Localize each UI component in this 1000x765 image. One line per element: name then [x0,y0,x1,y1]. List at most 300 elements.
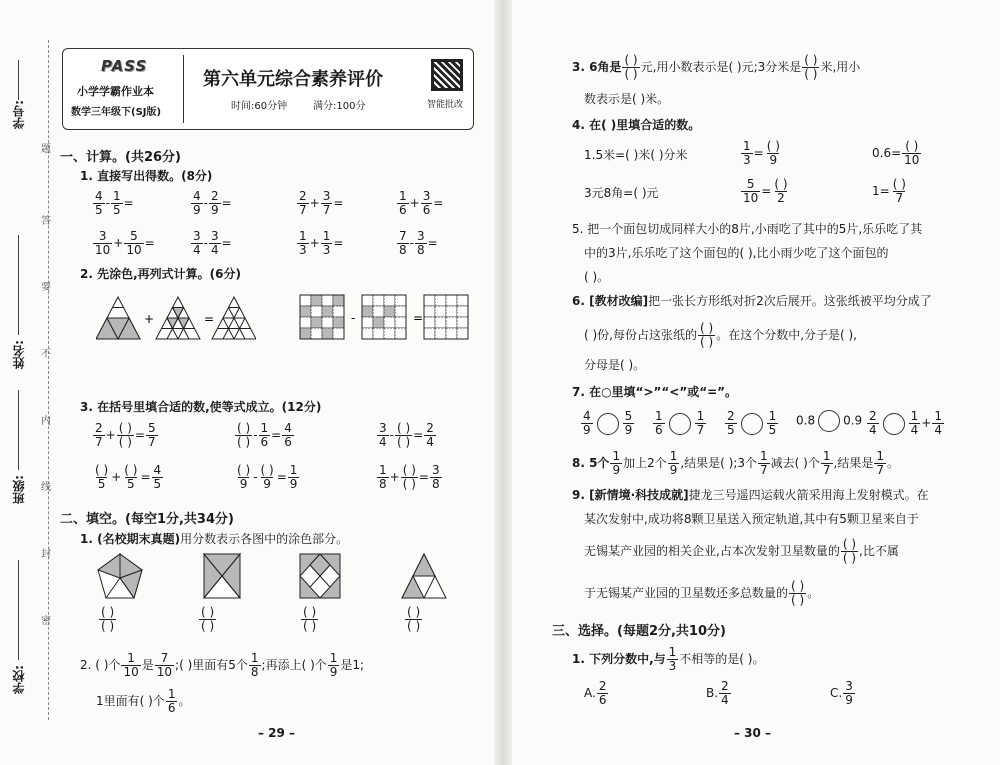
seal-char: 要 [41,282,51,293]
text: ,结果是( );3个 [680,456,758,470]
fraction-blank[interactable] [117,422,134,449]
fraction [321,190,333,217]
fill-item [92,464,164,491]
grid-cell [300,295,311,306]
text: 于无锡某产业园的卫星数还多总数量的 [584,586,789,600]
fraction-blank[interactable] [772,178,789,205]
grid-cell [322,295,333,306]
equals-sign: = [413,311,424,325]
fraction-blank[interactable] [301,606,318,633]
answer-blank[interactable] [198,606,217,633]
numerator: 1 [760,449,768,463]
text: ; [261,658,266,672]
grid-cell [333,317,344,328]
triangle-figure [402,554,446,598]
compare-item [580,410,635,437]
q4-c [872,140,922,167]
numerator: ( ) [766,139,780,153]
fraction [209,190,221,217]
denominator: 9 [263,477,271,491]
denominator: 9 [669,463,678,477]
denominator: 10 [904,153,920,167]
fraction [909,410,921,437]
numerator: 1 [612,449,621,463]
grid-cell [362,295,373,306]
denominator: ( ) [624,67,638,81]
fraction-blank[interactable] [235,464,252,491]
choice-option[interactable] [584,680,609,707]
compare-circle[interactable] [669,413,691,435]
equals-sign: = [221,196,232,210]
calc-item [190,230,232,257]
numerator: 1 [127,651,135,665]
square-x-figure [204,554,240,598]
denominator: 5 [153,477,162,491]
calc-item [296,190,343,217]
denominator: 4 [934,423,942,437]
numerator: 5 [746,177,755,191]
equals-sign: = [333,236,344,250]
grade-label: 数学三年级下(SJ版) [71,107,162,118]
numerator: 2 [869,409,877,423]
answer-blank[interactable] [404,606,423,633]
seal-char: 答 [41,216,51,227]
numerator: 5 [130,229,138,243]
page-title: 第六单元综合素养评价 [203,69,383,90]
denominator: 9 [624,423,633,437]
q5-line3: ( )。 [584,270,610,284]
grid-cell [435,306,446,317]
numerator: ( ) [260,463,274,477]
compare-circle[interactable] [883,413,905,435]
fill-item [234,422,295,449]
compare-item [796,410,862,432]
operator: + [309,236,320,250]
fraction [328,652,340,679]
grid-cell [395,317,406,328]
numerator: 2 [299,189,307,203]
option-letter: B. [706,686,719,700]
denominator: 5 [727,423,735,437]
numerator: 1 [260,421,269,435]
calc-item [396,230,438,257]
text: 1里面有( )个 [96,694,165,708]
equals-sign: = [221,236,232,250]
compare-circle[interactable] [818,410,840,432]
fraction [821,450,833,477]
denominator: ( ) [201,619,215,633]
denominator: 7 [876,463,884,477]
grid-cell [373,306,384,317]
compare-item [724,410,779,437]
q4-a: 1.5米=( )米( )分米 [584,148,688,162]
text: 3. 6角是 [572,60,622,74]
fraction [249,652,261,679]
question-text: 用分数表示各图中的涂色部分。 [180,532,349,546]
text: 8. 5个 [572,456,610,470]
plus-sign: + [144,312,155,326]
p2-q4: 4. 在( )里填合适的数。 [572,118,701,132]
numerator: 3 [210,229,219,243]
equals-sign: = [204,312,215,326]
numerator: 1 [768,409,777,423]
grid-cell [322,328,333,339]
denominator: 7 [760,463,768,477]
numerator: 4 [193,189,201,203]
seal-char: 封 [41,549,51,560]
operator: - [105,196,110,210]
denominator: ( ) [303,619,317,633]
denominator: 10 [123,665,139,679]
numerator: 1 [379,463,387,477]
denominator: 6 [167,701,176,715]
equals-sign: = [123,196,134,210]
grid-cell [457,317,468,328]
equals-sign: = [140,470,151,484]
fraction [843,680,855,707]
grid-cell [362,328,373,339]
numerator: 4 [95,189,103,203]
operator: - [203,196,208,210]
operator: + [309,196,320,210]
tag-label: (名校期末真题) [97,532,181,546]
grid-cell [446,295,457,306]
numerator: 4 [153,463,162,477]
denominator: 8 [250,665,259,679]
pass-logo: PASS [101,57,148,75]
denominator: 9 [612,463,621,477]
q6-line2 [584,322,857,349]
underline [18,390,19,470]
fraction [653,410,665,437]
fraction [610,450,622,477]
text: 无锡某产业园的相关企业,占本次发射卫星数量的 [584,544,840,558]
fraction-blank[interactable] [395,422,412,449]
numerator: ( ) [118,421,132,435]
s2-q2 [80,652,364,679]
text: ,比不属 [859,544,899,558]
denominator: 5 [97,477,106,491]
fraction-blank[interactable] [93,464,110,491]
equals-sign: = [276,470,287,484]
grid-cell [395,306,406,317]
fraction [430,464,442,491]
text: ;( )里面有5个 [175,658,248,672]
compare-circle[interactable] [597,413,619,435]
text: 加上2个 [623,456,667,470]
equals-sign: = [144,236,155,250]
q4-b: $\frac{1}{3}$ = $\frac{( )}{9}$ [743,139,780,167]
denominator: 8 [416,243,425,257]
grid-cell [435,295,446,306]
q4-e: $\frac{5}{10}$ = $\frac{( )}{2}$ [743,177,788,205]
fraction [581,410,593,437]
s1-q1: 1. 直接写出得数。(8分) [80,169,213,183]
fraction [121,652,140,679]
text: 。 [886,456,899,470]
choice-option[interactable] [706,680,732,707]
grid-cell [446,328,457,339]
fraction-blank[interactable] [199,606,216,633]
s1-q2: 2. 先涂色,再列式计算。(6分) [80,267,241,281]
grid-cell [311,306,322,317]
compare-item [652,410,707,437]
numerator: 2 [95,421,103,435]
q9-line1 [572,486,929,504]
grid-cell [395,295,406,306]
value: 0.8 [796,413,816,428]
choice-option[interactable] [830,680,856,707]
numerator: 1 [696,409,705,423]
fraction-blank[interactable] [401,464,418,491]
fraction [767,410,779,437]
denominator: 9 [239,477,248,491]
q7-title: 7. 在○里填“>”“<”或“=”。 [572,385,738,399]
fraction [282,422,294,449]
fraction-blank[interactable] [891,178,908,205]
denominator: 10 [743,191,759,205]
grid-cell [384,328,395,339]
numerator: ( ) [124,463,138,477]
grid-cell [362,306,373,317]
numerator: 3 [193,229,201,243]
fraction-blank[interactable] [122,464,139,491]
text: 2. ( )个 [80,658,121,672]
fraction [695,410,707,437]
numerator: ( ) [905,139,919,153]
text: 是1; [340,658,365,672]
denominator: ( ) [700,335,714,349]
s1-q3: 3. 在括号里填合适的数,使等式成立。(12分) [80,400,322,414]
denominator: 8 [431,477,440,491]
fraction-blank[interactable] [698,322,715,349]
grid-cell [384,295,395,306]
s3-q1 [572,646,764,673]
plus-sign: + [105,428,116,442]
fraction-blank[interactable] [902,140,921,167]
fraction [297,230,309,257]
square-3 [424,295,468,339]
page-number-left: – 29 – [258,726,296,740]
qr-code-icon[interactable] [431,59,463,91]
numerator: 7 [160,651,169,665]
grid-cell [373,317,384,328]
fraction-blank[interactable] [765,140,782,167]
fraction [725,410,737,437]
fraction-blank[interactable] [405,606,422,633]
underline [18,560,19,660]
numerator: 3 [416,229,425,243]
denominator: 5 [95,203,103,217]
numerator: 3 [322,189,331,203]
fraction [667,646,679,673]
grid-cell [333,328,344,339]
operator: - [409,236,414,250]
grid-cell [384,317,395,328]
square-2 [362,295,406,339]
numerator: 1 [322,229,331,243]
fraction [932,410,944,437]
fraction [93,230,112,257]
numerator: ( ) [892,177,906,191]
numerator: 4 [284,421,292,435]
denominator: 7 [696,423,705,437]
text: 元,用小数表示是( )元;3分米是 [640,60,802,74]
fraction [321,230,333,257]
fraction [146,422,158,449]
calc-item [396,190,443,217]
tag-label: 9. [新情境·科技成就] [572,488,689,502]
q4-f [872,178,909,205]
fraction [741,178,760,205]
fraction-blank[interactable] [802,54,819,81]
text: 是 [141,658,154,672]
numerator: ( ) [237,463,251,477]
denominator: 7 [822,463,831,477]
denominator: 9 [210,203,219,217]
denominator: 4 [193,243,201,257]
denominator: ( ) [101,619,115,633]
school-label: 学校: [12,665,26,694]
q5-line1: 5. 把一个面包切成同样大小的8片,小雨吃了其中的5片,乐乐吃了其 [572,222,923,236]
section-3-title: 三、选择。(每题2分,共10分) [552,624,726,639]
tag-label: 6. [教材改编] [572,294,649,308]
q5-line2: 中的3片,乐乐吃了这个面包的( ),比小雨少吃了这个面包的 [584,246,889,260]
student-id-label: 学号: [12,100,26,129]
denominator: 3 [322,243,331,257]
fraction [166,688,178,715]
denominator: 4 [721,693,729,707]
minus-sign: - [351,311,356,325]
numerator: 3 [379,421,387,435]
grid-cell [457,306,468,317]
denominator: ( ) [842,551,857,565]
fraction [191,190,203,217]
fraction-blank[interactable] [622,54,639,81]
minus-sign: - [253,470,258,484]
grid-cell [373,328,384,339]
time-limit: 时间:60分钟 [231,101,288,112]
triangle-2 [156,297,200,339]
calc-item [92,190,134,217]
grid-cell [311,317,322,328]
text: 。 [807,586,820,600]
text: 再添上( )个 [265,658,327,672]
denominator: 10 [126,243,142,257]
denominator: 9 [289,477,298,491]
answer-blank[interactable] [98,606,117,633]
compare-circle[interactable] [741,413,763,435]
grid-cell [435,328,446,339]
denominator: 10 [95,243,111,257]
fraction-blank[interactable] [235,422,252,449]
denominator: 10 [156,665,173,679]
denominator: 3 [299,243,307,257]
denominator: 2 [777,191,785,205]
section-1-title: 一、计算。(共26分) [60,150,181,165]
numerator: 7 [399,229,407,243]
denominator: 7 [322,203,331,217]
grid-cell [424,295,435,306]
equals-sign: = [433,196,444,210]
grid-cell [424,328,435,339]
plus-sign: + [389,470,400,484]
value: 0.9 [843,413,863,428]
denominator: 8 [399,243,407,257]
section-2-title: 二、填空。(每空1分,共34分) [60,512,234,527]
fraction [424,422,436,449]
s2-q2-line2 [96,688,190,715]
fraction [191,230,203,257]
numerator: ( ) [624,53,638,67]
grid-cell [446,317,457,328]
equals-sign: = [134,428,145,442]
grid-cell [424,317,435,328]
compare-item [866,410,945,437]
denominator: 6 [655,423,663,437]
denominator: 6 [598,693,607,707]
denominator: ( ) [791,593,805,607]
fraction [719,680,731,707]
header-banner [62,48,474,130]
fraction [111,190,123,217]
denominator: 8 [379,477,387,491]
text: ( )份,每份占这张纸的 [584,328,697,342]
grid-cell [457,295,468,306]
numerator: ( ) [95,463,109,477]
denominator: 7 [299,203,307,217]
denominator: ( ) [237,435,251,449]
fraction-blank[interactable] [99,606,116,633]
fraction-blank[interactable] [789,580,806,607]
numerator: ( ) [842,537,857,551]
plus-sign: + [921,416,932,430]
fraction [415,230,427,257]
denominator: 9 [193,203,201,217]
answer-blank[interactable] [300,606,319,633]
denominator: 4 [869,423,877,437]
grid-cell [322,317,333,328]
grid-cell [333,306,344,317]
q6-line1 [572,292,932,310]
grid-cell [300,306,311,317]
numerator: 3 [845,679,853,693]
numerator: 5 [147,421,156,435]
pentagon-figure [98,554,142,598]
fraction-blank[interactable] [841,538,858,565]
triangle-1 [96,297,140,339]
text: 1= [872,184,890,198]
numerator: ( ) [804,53,818,67]
grid-cell [424,306,435,317]
grid-cell [322,306,333,317]
numerator: ( ) [303,605,317,619]
name-label: 姓名: [12,340,26,369]
denominator: 5 [127,477,135,491]
numerator: 2 [721,679,729,693]
fraction-blank[interactable] [259,464,276,491]
text: 0.6= [872,146,902,160]
numerator: 1 [668,645,677,659]
numerator: 2 [210,189,219,203]
square-diamond-figure [300,554,340,598]
numerator: ( ) [791,579,805,593]
numerator: 1 [289,463,298,477]
fraction [597,680,609,707]
text: 米,用小 [820,60,861,74]
q4-d: 3元8角=( )元 [584,186,659,200]
full-score: 满分:100分 [313,101,366,112]
